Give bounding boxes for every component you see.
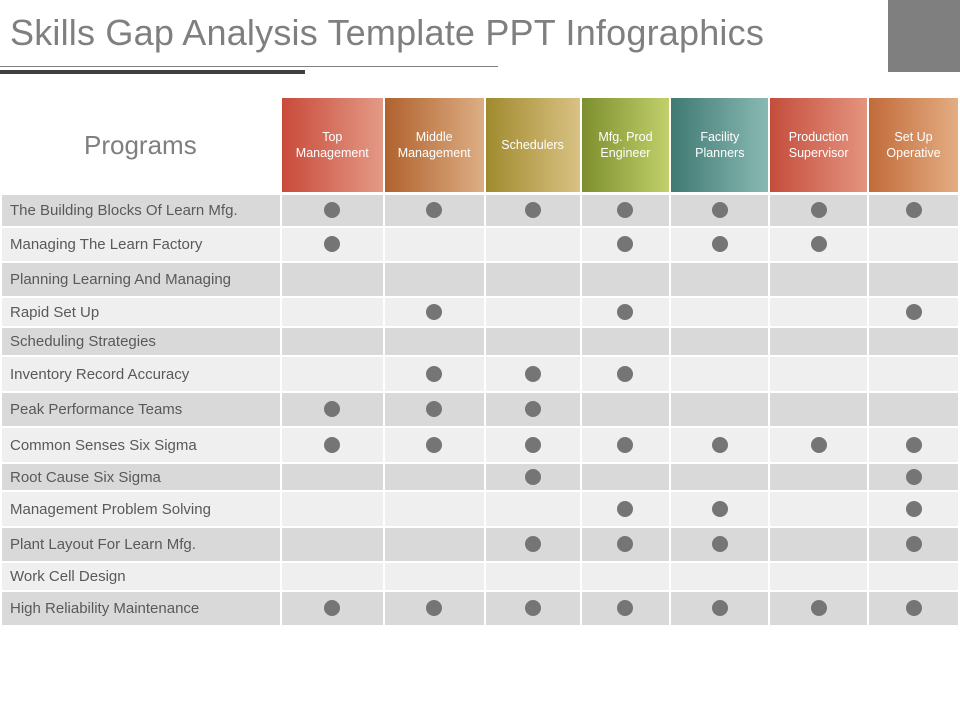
program-name: High Reliability Maintenance	[2, 592, 280, 627]
skill-dot-icon	[324, 202, 340, 218]
matrix-cell	[671, 298, 768, 328]
skill-dot-icon	[811, 600, 827, 616]
role-header-set-up-operative: Set Up Operative	[869, 98, 958, 192]
matrix-cell	[486, 298, 580, 328]
matrix-cell	[671, 592, 768, 627]
matrix-cell	[486, 464, 580, 492]
matrix-cell	[282, 357, 383, 393]
matrix-cell	[869, 298, 958, 328]
table-row	[2, 428, 958, 464]
matrix-cell	[770, 492, 867, 528]
skill-dot-icon	[712, 437, 728, 453]
matrix-cell	[282, 228, 383, 263]
skill-dot-icon	[426, 304, 442, 320]
program-name: Managing The Learn Factory	[2, 228, 280, 263]
matrix-cell	[869, 263, 958, 298]
program-name: Inventory Record Accuracy	[2, 357, 280, 393]
matrix-cell	[582, 563, 670, 592]
skill-dot-icon	[525, 536, 541, 552]
skill-dot-icon	[426, 437, 442, 453]
matrix-cell	[770, 195, 867, 228]
table-row	[2, 263, 958, 298]
matrix-cell	[869, 228, 958, 263]
matrix-cell	[582, 393, 670, 428]
matrix-cell	[770, 592, 867, 627]
matrix-cell	[582, 328, 670, 357]
matrix-cell	[385, 393, 484, 428]
matrix-cell	[582, 357, 670, 393]
matrix-cell	[385, 428, 484, 464]
matrix-cell	[770, 357, 867, 393]
matrix-cell	[385, 492, 484, 528]
program-name: Root Cause Six Sigma	[2, 464, 280, 492]
matrix-cell	[282, 592, 383, 627]
skill-dot-icon	[525, 366, 541, 382]
matrix-cell	[869, 492, 958, 528]
matrix-cell	[282, 492, 383, 528]
matrix-cell	[385, 263, 484, 298]
table-row	[2, 492, 958, 528]
matrix-cell	[486, 563, 580, 592]
matrix-cell	[486, 428, 580, 464]
matrix-cell	[282, 528, 383, 563]
skill-dot-icon	[525, 437, 541, 453]
table-row	[2, 393, 958, 428]
matrix-cell	[582, 228, 670, 263]
matrix-cell	[385, 298, 484, 328]
skill-dot-icon	[525, 469, 541, 485]
program-name: Rapid Set Up	[2, 298, 280, 328]
program-name: Common Senses Six Sigma	[2, 428, 280, 464]
skill-dot-icon	[906, 202, 922, 218]
skill-dot-icon	[525, 202, 541, 218]
matrix-cell	[385, 563, 484, 592]
skill-dot-icon	[712, 600, 728, 616]
matrix-cell	[385, 228, 484, 263]
matrix-cell	[282, 263, 383, 298]
matrix-cell	[869, 528, 958, 563]
matrix-cell	[582, 492, 670, 528]
matrix-cell	[582, 464, 670, 492]
program-name: The Building Blocks Of Learn Mfg.	[2, 195, 280, 228]
matrix-cell	[869, 428, 958, 464]
skill-dot-icon	[324, 600, 340, 616]
matrix-cell	[282, 195, 383, 228]
matrix-cell	[282, 393, 383, 428]
skill-dot-icon	[906, 536, 922, 552]
table-row	[2, 357, 958, 393]
matrix-cell	[671, 528, 768, 563]
skill-dot-icon	[617, 600, 633, 616]
table-row	[2, 328, 958, 357]
skill-dot-icon	[712, 236, 728, 252]
skill-dot-icon	[426, 202, 442, 218]
table-row	[2, 298, 958, 328]
skill-dot-icon	[426, 401, 442, 417]
role-header-mfg-prod-engineer: Mfg. Prod Engineer	[582, 98, 670, 192]
matrix-cell	[486, 328, 580, 357]
program-name: Plant Layout For Learn Mfg.	[2, 528, 280, 563]
skill-dot-icon	[906, 437, 922, 453]
skill-dot-icon	[906, 501, 922, 517]
matrix-cell	[282, 298, 383, 328]
matrix-cell	[770, 328, 867, 357]
skill-dot-icon	[617, 304, 633, 320]
matrix-cell	[671, 428, 768, 464]
matrix-cell	[770, 263, 867, 298]
matrix-cell	[770, 563, 867, 592]
matrix-cell	[486, 195, 580, 228]
program-name: Planning Learning And Managing	[2, 263, 280, 298]
matrix-cell	[869, 357, 958, 393]
skill-dot-icon	[324, 437, 340, 453]
matrix-cell	[486, 393, 580, 428]
matrix-cell	[869, 393, 958, 428]
matrix-cell	[486, 263, 580, 298]
skill-dot-icon	[906, 304, 922, 320]
matrix-cell	[671, 228, 768, 263]
role-header-middle-management: Middle Management	[385, 98, 484, 192]
matrix-cell	[770, 528, 867, 563]
matrix-cell	[385, 528, 484, 563]
matrix-cell	[282, 428, 383, 464]
skill-dot-icon	[617, 536, 633, 552]
skill-dot-icon	[712, 536, 728, 552]
role-header-top-management: Top Management	[282, 98, 383, 192]
role-header-schedulers: Schedulers	[486, 98, 580, 192]
skill-dot-icon	[525, 600, 541, 616]
role-header-facility-planners: Facility Planners	[671, 98, 768, 192]
matrix-cell	[770, 428, 867, 464]
table-row	[2, 528, 958, 563]
title-underline-thin	[0, 66, 498, 67]
skill-dot-icon	[324, 401, 340, 417]
matrix-cell	[671, 393, 768, 428]
table-row	[2, 228, 958, 263]
page-title: Skills Gap Analysis Template PPT Infographics	[10, 12, 765, 53]
skills-matrix	[0, 98, 960, 627]
table-row	[2, 464, 958, 492]
skill-dot-icon	[617, 437, 633, 453]
matrix-cell	[671, 563, 768, 592]
matrix-cell	[385, 592, 484, 627]
matrix-cell	[671, 492, 768, 528]
matrix-cell	[582, 298, 670, 328]
table-row	[2, 195, 958, 228]
matrix-cell	[486, 492, 580, 528]
matrix-cell	[770, 464, 867, 492]
matrix-cell	[671, 263, 768, 298]
programs-heading: Programs	[2, 98, 280, 192]
header-row	[2, 98, 958, 192]
skill-dot-icon	[811, 202, 827, 218]
skill-dot-icon	[525, 401, 541, 417]
skill-dot-icon	[712, 501, 728, 517]
matrix-cell	[869, 328, 958, 357]
matrix-cell	[282, 328, 383, 357]
title-underline-thick	[0, 70, 305, 74]
matrix-cell	[671, 328, 768, 357]
program-name: Work Cell Design	[2, 563, 280, 592]
program-name: Scheduling Strategies	[2, 328, 280, 357]
matrix-cell	[282, 563, 383, 592]
table-row	[2, 592, 958, 627]
skill-dot-icon	[324, 236, 340, 252]
corner-decoration	[888, 0, 960, 72]
matrix-cell	[385, 328, 484, 357]
matrix-cell	[385, 464, 484, 492]
matrix-cell	[582, 195, 670, 228]
matrix-cell	[486, 228, 580, 263]
matrix-cell	[671, 195, 768, 228]
skill-dot-icon	[811, 236, 827, 252]
matrix-cell	[671, 464, 768, 492]
matrix-cell	[385, 357, 484, 393]
matrix-cell	[770, 298, 867, 328]
matrix-cell	[582, 428, 670, 464]
matrix-cell	[486, 528, 580, 563]
skill-dot-icon	[617, 366, 633, 382]
matrix-cell	[582, 263, 670, 298]
matrix-cell	[869, 592, 958, 627]
matrix-cell	[282, 464, 383, 492]
matrix-cell	[770, 228, 867, 263]
role-header-production-supervisor: Production Supervisor	[770, 98, 867, 192]
matrix-cell	[486, 357, 580, 393]
matrix-cell	[869, 195, 958, 228]
skill-dot-icon	[906, 469, 922, 485]
program-name: Peak Performance Teams	[2, 393, 280, 428]
skill-dot-icon	[617, 501, 633, 517]
skill-dot-icon	[426, 600, 442, 616]
matrix-cell	[671, 357, 768, 393]
skill-dot-icon	[426, 366, 442, 382]
skill-dot-icon	[811, 437, 827, 453]
skill-dot-icon	[617, 236, 633, 252]
matrix-cell	[582, 528, 670, 563]
matrix-cell	[385, 195, 484, 228]
matrix-cell	[869, 464, 958, 492]
skill-dot-icon	[712, 202, 728, 218]
program-name: Management Problem Solving	[2, 492, 280, 528]
matrix-cell	[582, 592, 670, 627]
table-row	[2, 563, 958, 592]
skill-dot-icon	[906, 600, 922, 616]
matrix-cell	[486, 592, 580, 627]
matrix-cell	[869, 563, 958, 592]
matrix-cell	[770, 393, 867, 428]
skill-dot-icon	[617, 202, 633, 218]
